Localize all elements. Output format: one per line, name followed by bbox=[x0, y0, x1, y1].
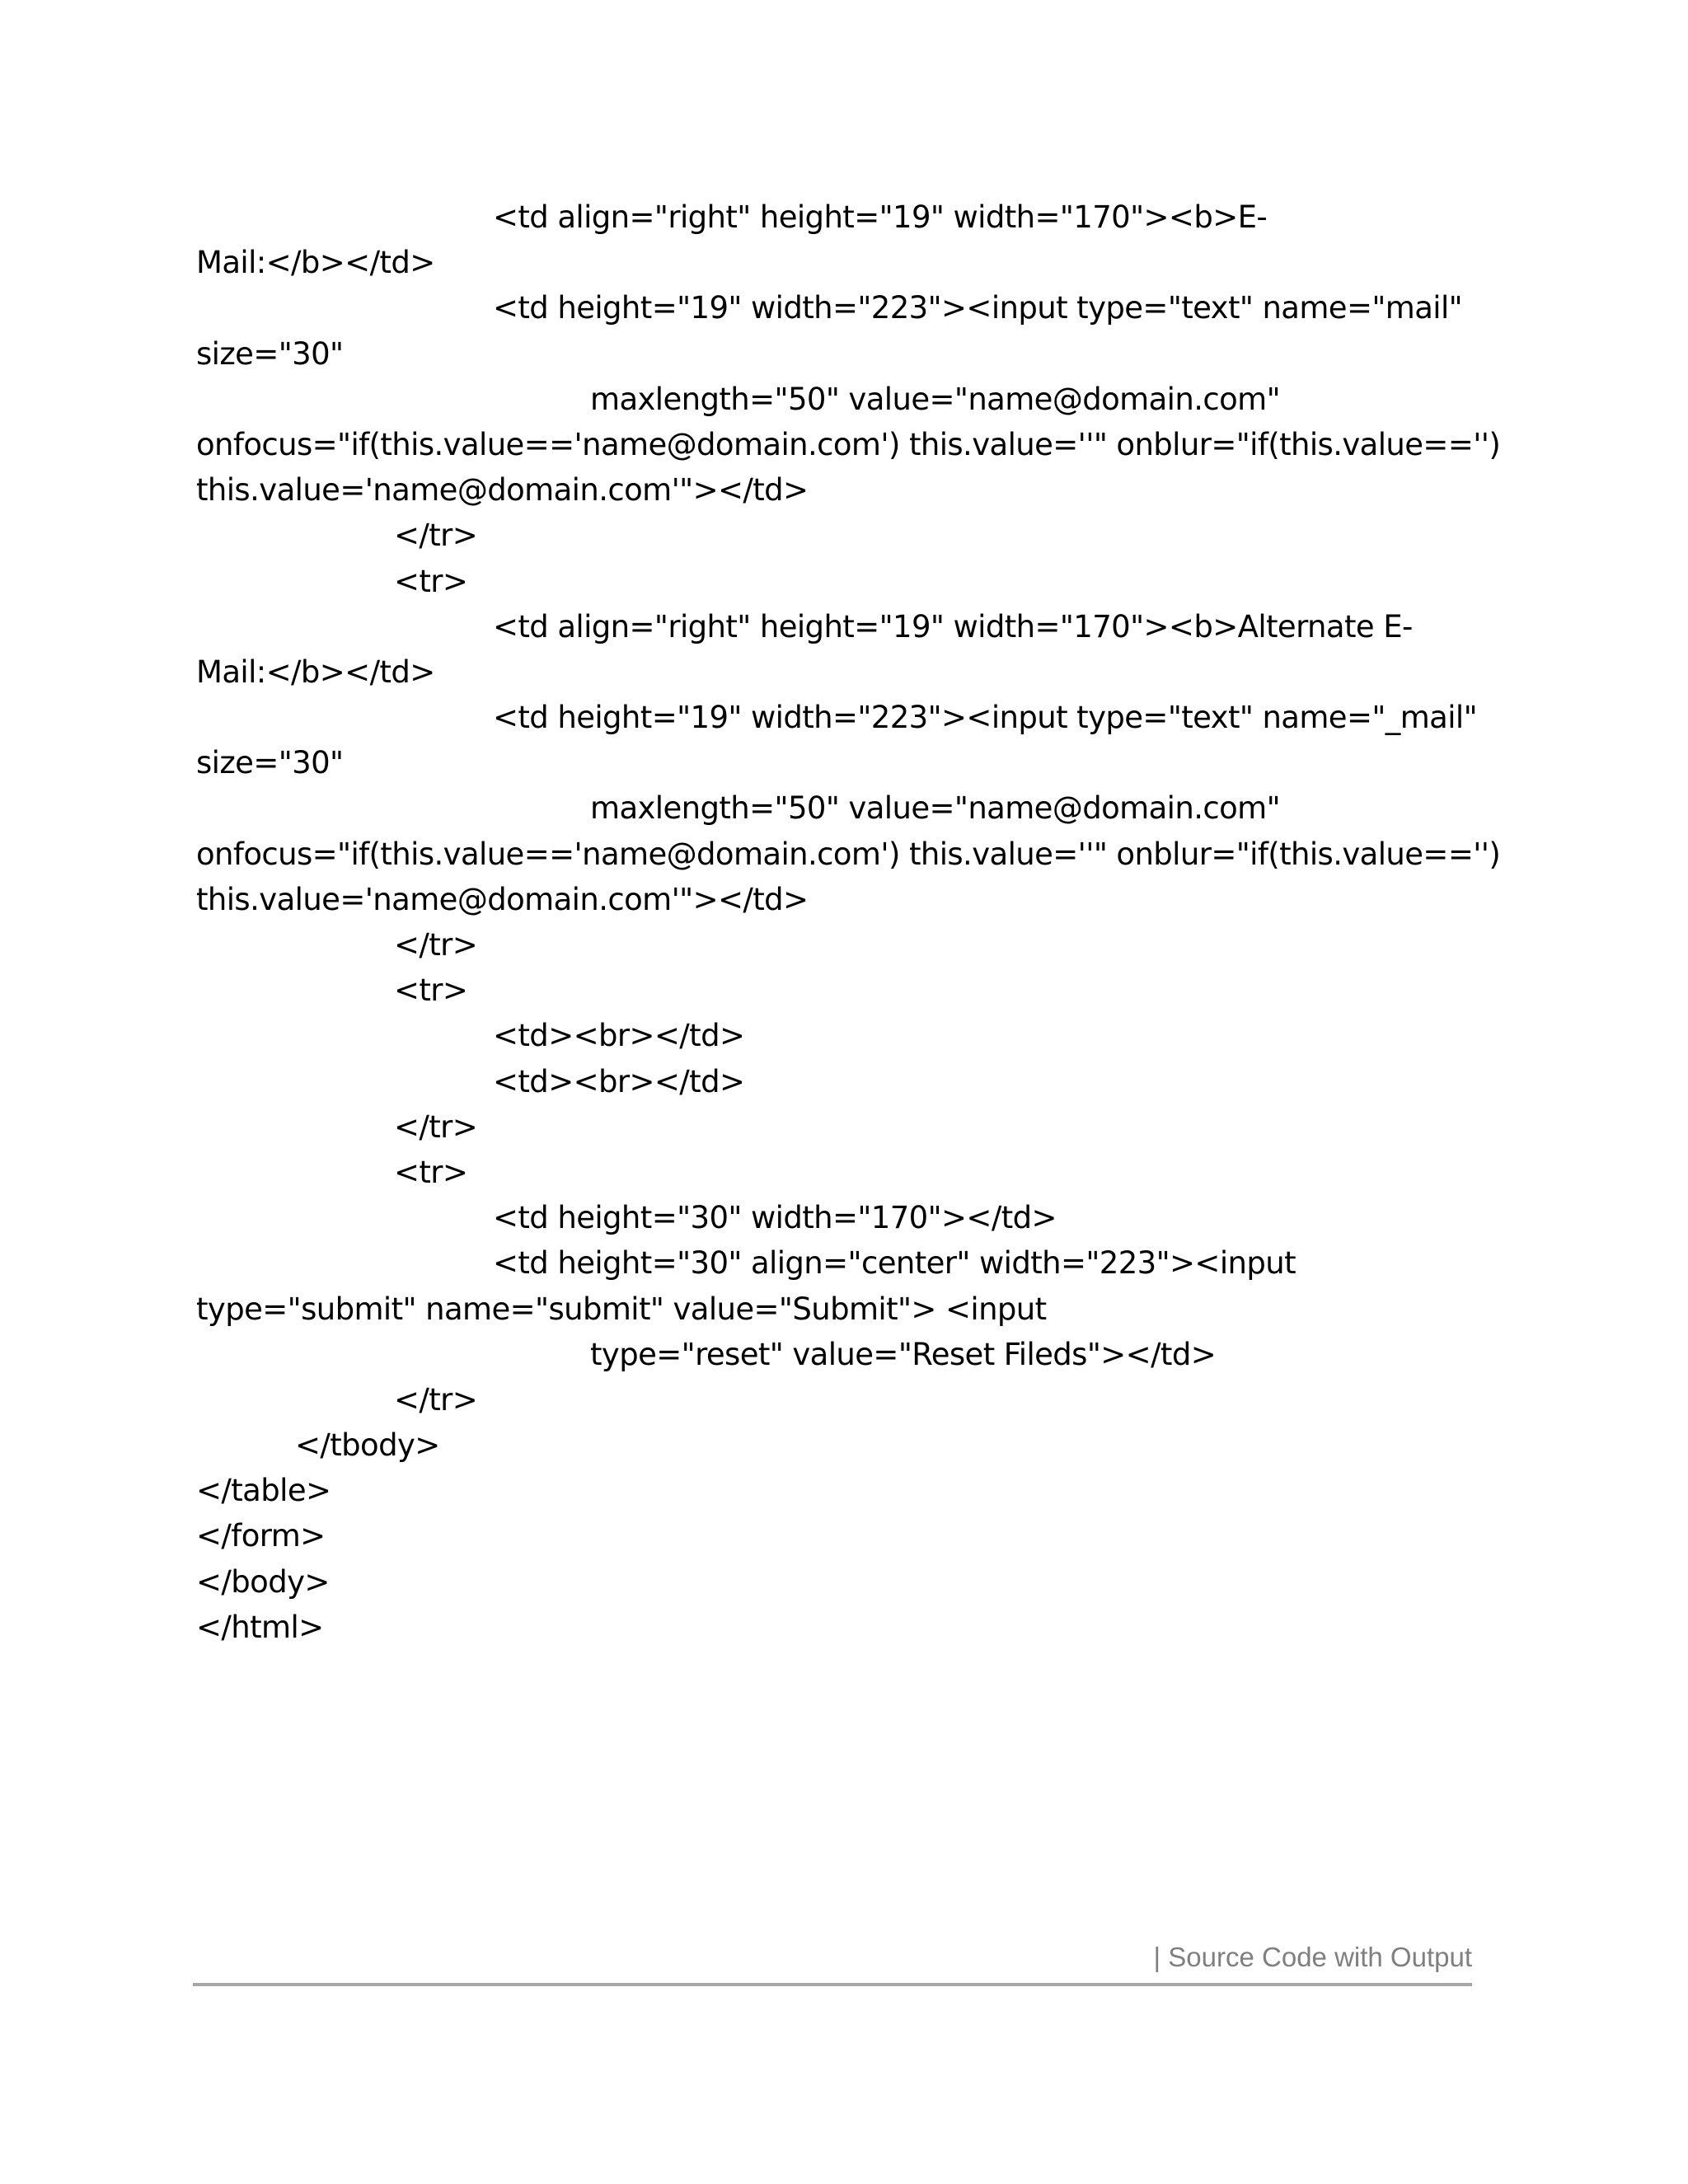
code-line: type="submit" name="submit" value="Submit"> <input bbox=[196, 1291, 1047, 1327]
code-line: size="30" bbox=[196, 745, 344, 781]
code-line: </body> bbox=[196, 1563, 330, 1600]
code-line: <td height="30" width="170"></td> bbox=[493, 1200, 1057, 1236]
code-listing bbox=[196, 194, 1501, 1650]
code-line: size="30" bbox=[196, 335, 344, 372]
footer-label: | Source Code with Output bbox=[1153, 1942, 1472, 1972]
code-line: onfocus="if(this.value=='name@domain.com') this.value=''" onblur="if(this.value=='') bbox=[196, 426, 1501, 462]
code-line: this.value='name@domain.com'"></td> bbox=[196, 881, 809, 917]
code-line: <td><br></td> bbox=[493, 1018, 745, 1054]
code-line: onfocus="if(this.value=='name@domain.com') this.value=''" onblur="if(this.value=='') bbox=[196, 836, 1501, 872]
code-line: Mail:</b></td> bbox=[196, 245, 435, 281]
code-line: <td height="30" align="center" width="223"><input bbox=[493, 1245, 1296, 1282]
code-line: <td><br></td> bbox=[493, 1063, 745, 1099]
code-line: <tr> bbox=[394, 1154, 468, 1190]
code-line: </tr> bbox=[394, 927, 478, 963]
code-line: this.value='name@domain.com'"></td> bbox=[196, 472, 809, 509]
code-line: type="reset" value="Reset Fileds"></td> bbox=[590, 1336, 1217, 1372]
code-line: <td height="19" width="223"><input type="text" name="mail" bbox=[493, 290, 1463, 326]
code-line: <tr> bbox=[394, 563, 468, 599]
code-line: Mail:</b></td> bbox=[196, 654, 435, 690]
code-line: </tr> bbox=[394, 1381, 478, 1418]
page-footer bbox=[193, 1937, 1472, 1986]
code-line: </form> bbox=[196, 1518, 326, 1554]
code-line: </tr> bbox=[394, 518, 478, 554]
code-line: <td align="right" height="19" width="170"><b>E- bbox=[493, 199, 1268, 235]
code-line: maxlength="50" value="name@domain.com" bbox=[590, 790, 1281, 827]
code-line: <td align="right" height="19" width="170"><b>Alternate E- bbox=[493, 608, 1413, 644]
code-line: </table> bbox=[196, 1473, 331, 1509]
code-line: <tr> bbox=[394, 972, 468, 1009]
code-line: </html> bbox=[196, 1609, 324, 1645]
footer-rule bbox=[193, 1983, 1472, 1986]
code-line: </tr> bbox=[394, 1108, 478, 1145]
code-line: <td height="19" width="223"><input type="text" name="_mail" bbox=[493, 700, 1477, 736]
code-line: </tbody> bbox=[295, 1427, 440, 1464]
code-line: maxlength="50" value="name@domain.com" bbox=[590, 381, 1281, 417]
